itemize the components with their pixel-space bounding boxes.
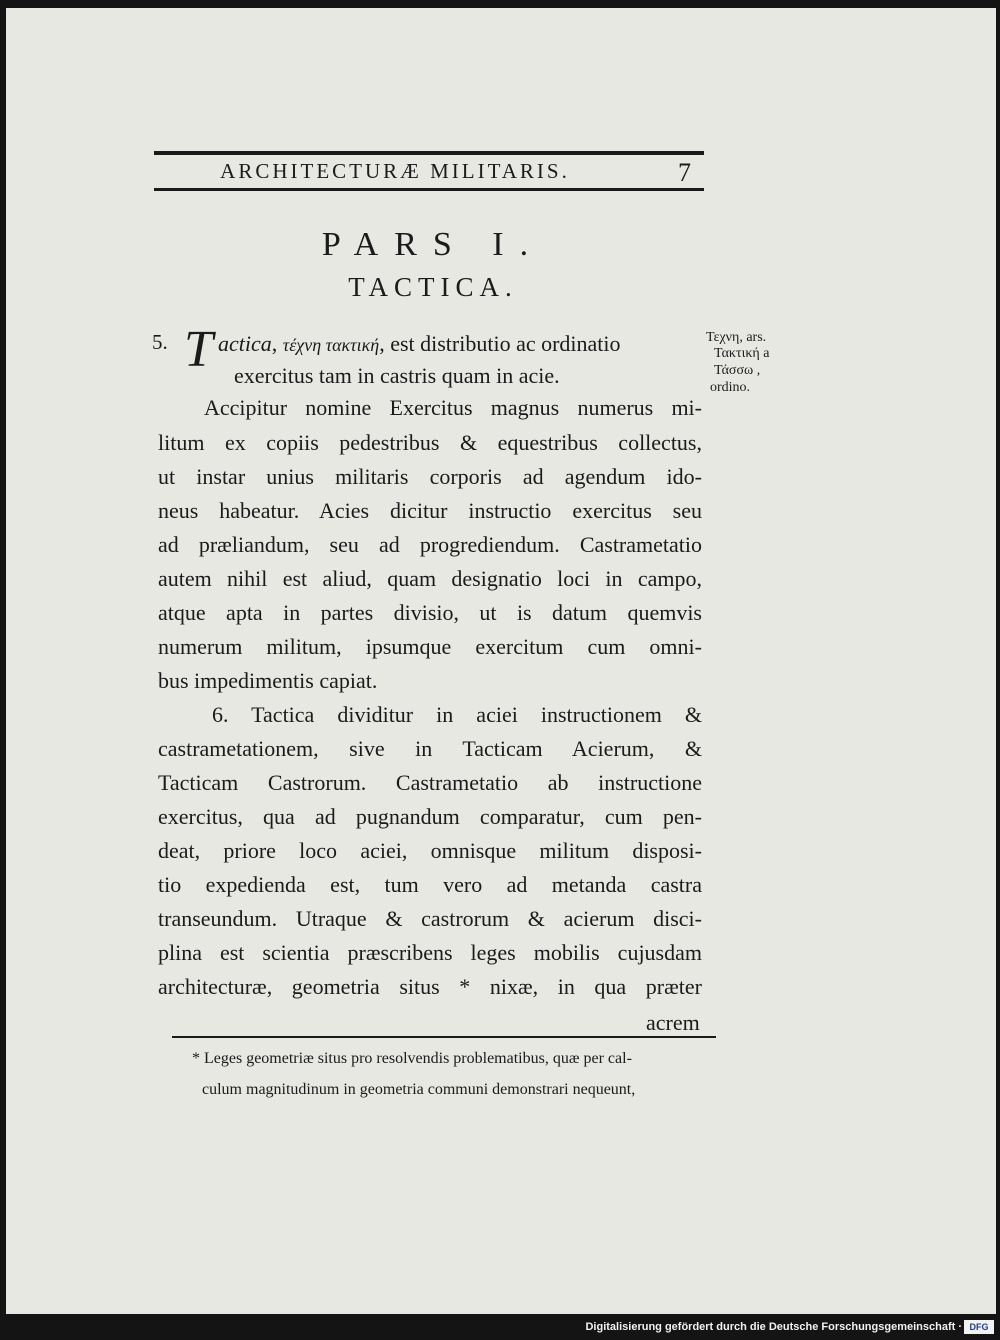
- dfg-logo: DFG: [964, 1320, 994, 1334]
- section-heading: TACTICA.: [348, 272, 518, 302]
- part-heading: PARS I.: [321, 226, 545, 263]
- marginal-note-line-4: ordino.: [710, 380, 751, 395]
- para6-line-3: Tacticam Castrorum. Castrametatio ab instructione: [158, 770, 702, 795]
- marginal-note-line-2: Τακτική a: [714, 346, 770, 361]
- body-line-2: litum ex copiis pedestribus & equestribus collectus,: [158, 430, 702, 455]
- body-line-1: Accipitur nomine Exercitus magnus numerus mi-: [204, 395, 702, 420]
- body-line-5: ad præliandum, seu ad progrediendum. Castrametatio: [158, 532, 702, 557]
- body-line-7: atque apta in partes divisio, ut is datum quemvis: [158, 600, 702, 625]
- para6-line-2: castrametationem, sive in Tacticam Acierum, &: [158, 736, 702, 761]
- marginal-note-line-3: Τάσσω ,: [714, 363, 761, 378]
- paragraph-number-5: 5.: [152, 330, 168, 354]
- digitization-credit: Digitalisierung gefördert durch die Deutsche Forschungsgemeinschaft ·: [585, 1321, 962, 1333]
- page-number: 7: [678, 158, 691, 187]
- body-line-4: neus habeatur. Acies dicitur instructio exercitus seu: [158, 498, 702, 523]
- header-rule-bottom: [154, 188, 704, 191]
- body-line-3: ut instar unius militaris corporis ad agendum ido-: [158, 464, 702, 489]
- header-rule-top: [154, 151, 704, 155]
- para6-line-6: tio expedienda est, tum vero ad metanda castra: [158, 872, 702, 897]
- body-line-6: autem nihil est aliud, quam designatio loci in campo,: [158, 566, 702, 591]
- para6-line-5: deat, priore loco aciei, omnisque militum disposi-: [158, 838, 702, 863]
- footnote-line-2: culum magnitudinum in geometria communi demonstrari nequeunt,: [202, 1081, 636, 1098]
- para6-line-7: transeundum. Utraque & castrorum & acierum disci-: [158, 906, 702, 931]
- body-line-9: bus impedimentis capiat.: [158, 668, 378, 693]
- body-line-8: numerum militum, ipsumque exercitum cum omni-: [158, 634, 702, 659]
- para6-line-8: plina est scientia præscribens leges mobilis cujusdam: [158, 940, 702, 965]
- para5-greek-term: τέχνη τακτική: [282, 335, 380, 355]
- footnote-line-1: * Leges geometriæ situs pro resolvendis problematibus, quæ per cal-: [192, 1050, 632, 1067]
- para5-italic-word: actica: [218, 331, 272, 356]
- para5-line-1: actica, τέχνη τακτική, est distributio ac ordinatio: [218, 331, 621, 356]
- marginal-note-line-1: Τεχνη, ars.: [706, 330, 767, 345]
- footnote-rule: [172, 1036, 716, 1038]
- para6-line-9: architecturæ, geometria situs * nixæ, in qua præter: [158, 974, 702, 999]
- para6-line-4: exercitus, qua ad pugnandum comparatur, cum pen-: [158, 804, 702, 829]
- catchword: acrem: [646, 1010, 700, 1035]
- drop-initial: T: [184, 321, 213, 378]
- running-head: ARCHITECTURÆ MILITARIS.: [220, 159, 570, 183]
- para5-line-2: exercitus tam in castris quam in acie.: [234, 363, 560, 388]
- para6-line-1: 6. Tactica dividitur in aciei instructionem &: [212, 702, 702, 727]
- para5-line-1-rest: , est distributio ac ordinatio: [379, 331, 621, 356]
- book-page: [6, 8, 996, 1314]
